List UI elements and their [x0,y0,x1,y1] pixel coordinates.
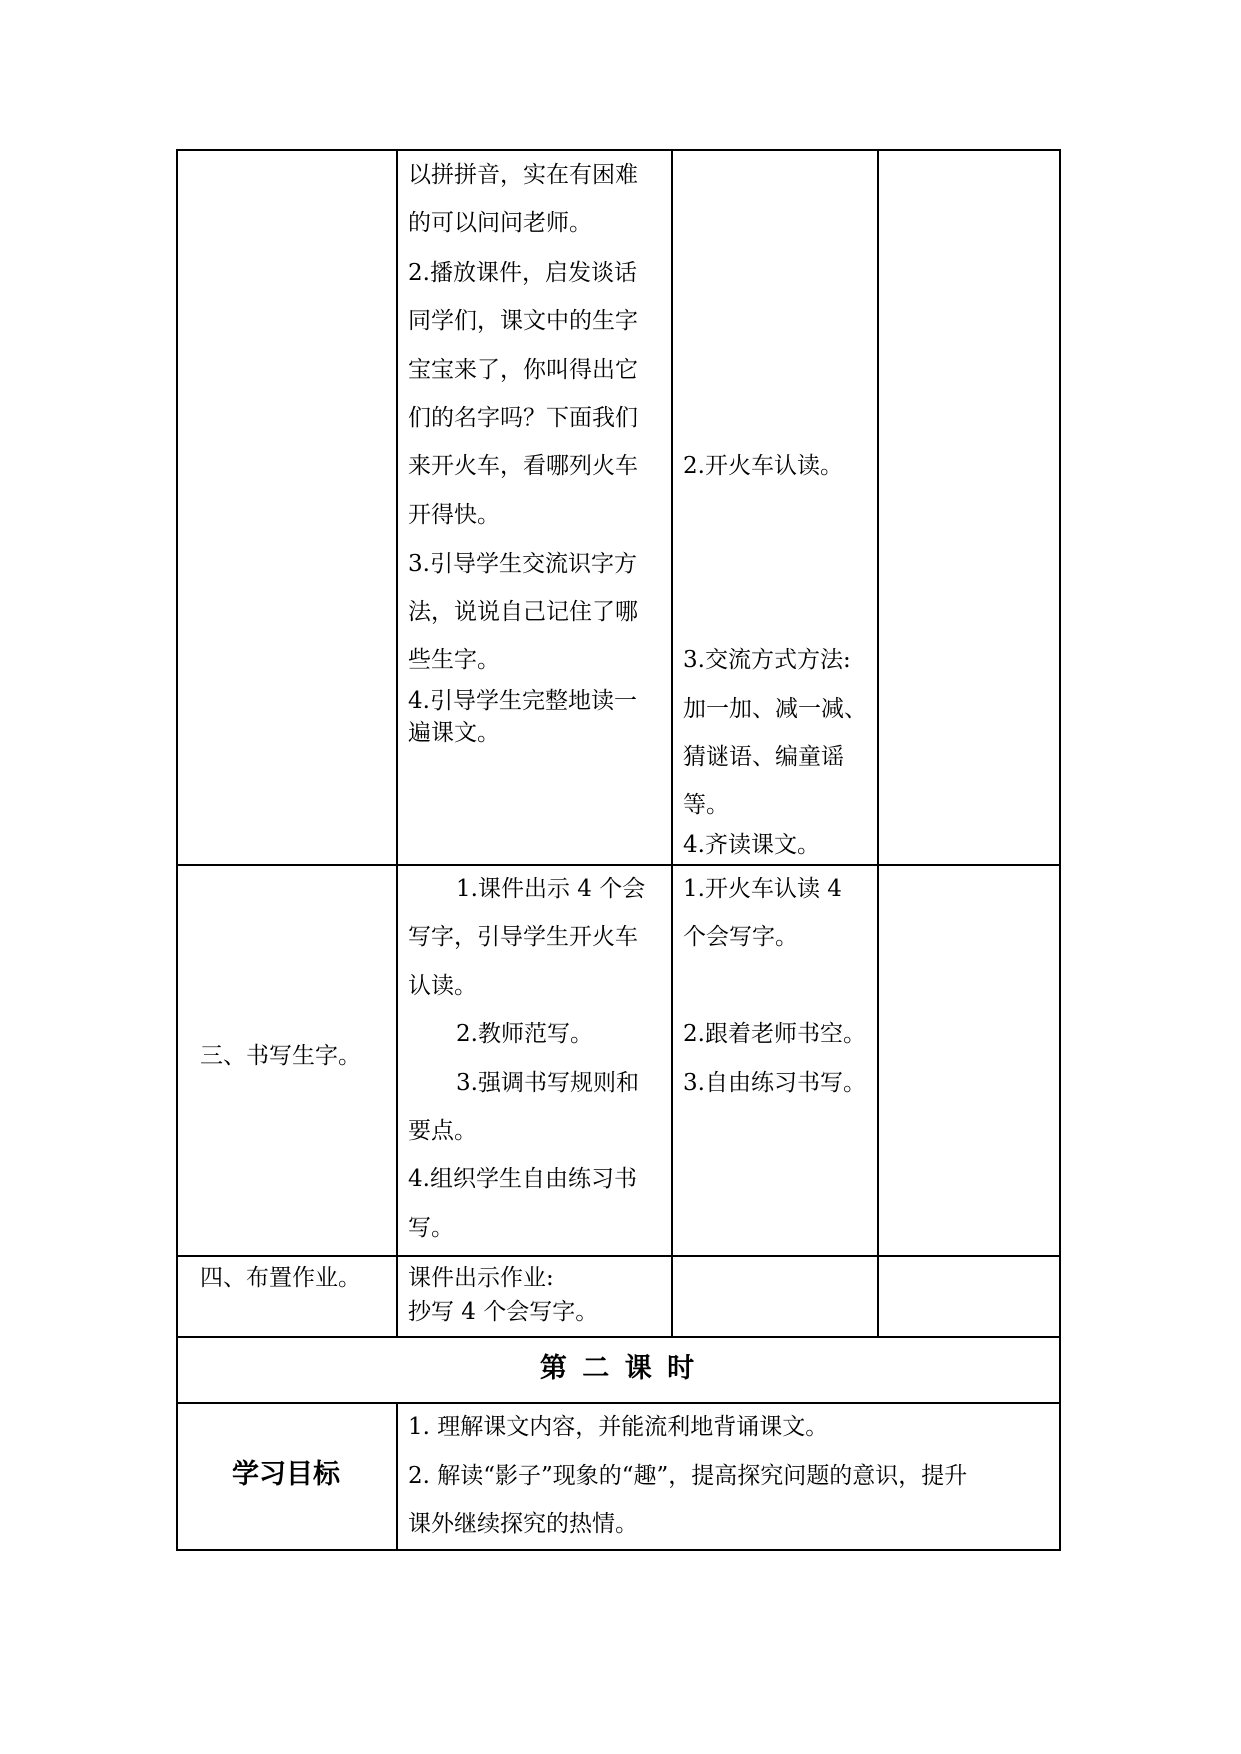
homework-line: 抄写 4 个会写字。 [408,1299,599,1325]
student-activity-line: 2.开火车认读。 [683,453,843,479]
teacher-activity-line: 4.引导学生完整地读一 [408,688,637,714]
objective-item: 课外继续探究的热情。 [408,1511,638,1537]
teacher-activity-line: 1.课件出示 4 个会 [456,876,646,902]
teacher-activity-line: 法，说说自己记住了哪 [408,599,638,625]
teacher-activity-line: 遍课文。 [408,720,500,746]
table-border-right [1059,149,1061,1551]
objective-item: 2. 解读“影子”现象的“趣”，提高探究问题的意识，提升 [408,1463,968,1489]
student-activity-line: 3.自由练习书写。 [683,1070,866,1096]
teacher-activity-line: 写字，引导学生开火车 [408,924,638,950]
table-border-left [176,149,178,1551]
teacher-activity-line: 2.教师范写。 [456,1021,593,1047]
teacher-activity-line: 的可以问问老师。 [408,210,592,236]
teacher-activity-line: 要点。 [408,1118,477,1144]
row-divider [176,1255,1061,1257]
teacher-activity-line: 4.组织学生自由练习书 [408,1166,637,1192]
column-divider [396,149,398,1337]
teacher-activity-line: 开得快。 [408,502,500,528]
teacher-activity-line: 些生字。 [408,647,500,673]
column-divider [396,1402,398,1550]
objective-item: 1. 理解课文内容，并能流利地背诵课文。 [408,1414,829,1440]
teacher-activity-line: 以拼拼音，实在有困难 [408,162,638,188]
row-divider [176,864,1061,866]
table-border-bottom [176,1549,1061,1551]
step-title: 四、布置作业。 [200,1265,361,1291]
teacher-activity-line: 写。 [408,1215,454,1241]
student-activity-line: 3.交流方式方法: [683,647,851,673]
column-divider [877,149,879,1337]
student-activity-line: 2.跟着老师书空。 [683,1021,866,1047]
student-activity-line: 1.开火车认读 4 [683,876,842,902]
section-title: 第 二 课 时 [539,1353,698,1384]
objectives-label: 学习目标 [232,1459,340,1490]
homework-line: 课件出示作业: [408,1265,554,1291]
teacher-activity-line: 们的名字吗？下面我们 [408,405,638,431]
student-activity-line: 等。 [683,792,729,818]
step-title: 三、书写生字。 [200,1043,361,1069]
teacher-activity-line: 认读。 [408,973,477,999]
teacher-activity-line: 2.播放课件，启发谈话 [408,260,637,286]
teacher-activity-line: 来开火车，看哪列火车 [408,453,638,479]
teacher-activity-line: 同学们，课文中的生字 [408,308,638,334]
column-divider [671,149,673,1337]
row-divider [176,1336,1061,1338]
row-divider [176,1402,1061,1404]
student-activity-line: 4.齐读课文。 [683,832,820,858]
student-activity-line: 个会写字。 [683,924,798,950]
teacher-activity-line: 3.强调书写规则和 [456,1070,639,1096]
student-activity-line: 猜谜语、编童谣 [683,744,844,770]
student-activity-line: 加一加、减一减、 [683,696,867,722]
teacher-activity-line: 宝宝来了，你叫得出它 [408,357,638,383]
teacher-activity-line: 3.引导学生交流识字方 [408,551,637,577]
table-border-top [176,149,1061,151]
